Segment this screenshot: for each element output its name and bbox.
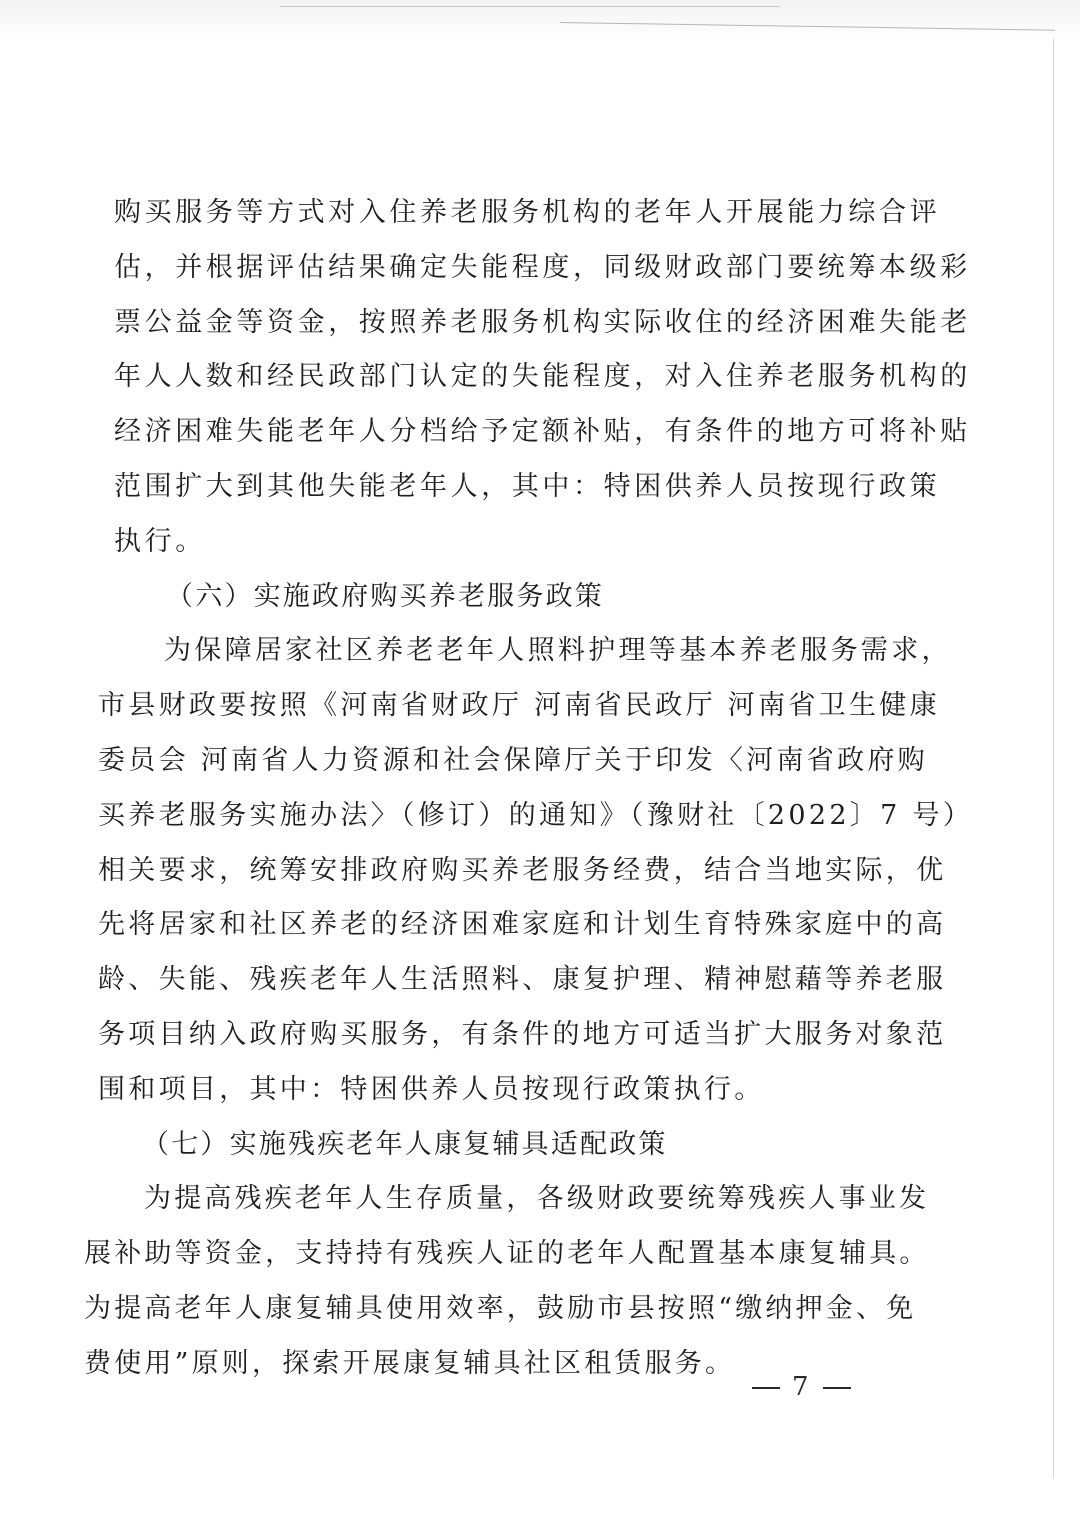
text-line: 票公益金等资金，按照养老服务机构实际收住的经济困难失能老 xyxy=(114,306,971,338)
text-line: 估，并根据评估结果确定失能程度，同级财政部门要统筹本级彩 xyxy=(114,251,971,283)
text-line: 经济困难失能老年人分档给予定额补贴，有条件的地方可将补贴 xyxy=(114,416,971,448)
text-line: 市县财政要按照《河南省财政厅 河南省民政厅 河南省卫生健康 xyxy=(98,690,940,722)
page-number-value: 7 xyxy=(792,1372,811,1402)
text-line: 年人人数和经民政部门认定的失能程度，对入住养老服务机构的 xyxy=(114,361,971,393)
page-number xyxy=(740,1372,863,1402)
text-line: 执行。 xyxy=(114,525,206,557)
scan-right-edge xyxy=(1053,38,1054,1478)
paragraph-section-6 xyxy=(84,624,974,1117)
scan-edge-line xyxy=(280,6,780,7)
text-line: 龄、失能、残疾老年人生活照料、康复护理、精神慰藉等养老服 xyxy=(98,964,947,996)
page-number-dash xyxy=(823,1387,851,1389)
text-line: 费使用”原则，探索开展康复辅具社区租赁服务。 xyxy=(84,1347,736,1379)
text-line: 购买服务等方式对入住养老服务机构的老年人开展能力综合评 xyxy=(114,197,941,228)
text-line: 范围扩大到其他失能老年人，其中：特困供养人员按现行政策 xyxy=(114,470,941,502)
text-line: 买养老服务实施办法〉（修订）的通知》（豫财社〔2022〕7 号） xyxy=(98,799,974,831)
text-line: 为保障居家社区养老老年人照料护理等基本养老服务需求， xyxy=(164,635,952,667)
page-number-dash xyxy=(752,1387,780,1389)
paragraph-1 xyxy=(84,186,971,570)
text-line: 务项目纳入政府购买服务，有条件的地方可适当扩大服务对象范 xyxy=(98,1018,947,1050)
text-line: 先将居家和社区养老的经济困难家庭和计划生育特殊家庭中的高 xyxy=(98,909,947,941)
document-page-body xyxy=(84,186,974,1392)
text-line: 展补助等资金，支持持有残疾人证的老年人配置基本康复辅具。 xyxy=(84,1238,930,1270)
text-line: 为提高残疾老年人生存质量，各级财政要统筹残疾人事业发 xyxy=(144,1183,930,1215)
section-heading-7: （七）实施残疾老年人康复辅具适配政策 xyxy=(142,1128,668,1160)
text-line: 相关要求，统筹安排政府购买养老服务经费，结合当地实际，优 xyxy=(98,854,947,886)
text-line: 委员会 河南省人力资源和社会保障厅关于印发〈河南省政府购 xyxy=(98,744,928,776)
paragraph-section-7 xyxy=(84,1172,930,1391)
text-line: 围和项目，其中：特困供养人员按现行政策执行。 xyxy=(98,1073,765,1105)
text-line: 为提高老年人康复辅具使用效率，鼓励市县按照“缴纳押金、免 xyxy=(84,1292,917,1324)
section-heading-6: （六）实施政府购买养老服务政策 xyxy=(166,580,604,612)
